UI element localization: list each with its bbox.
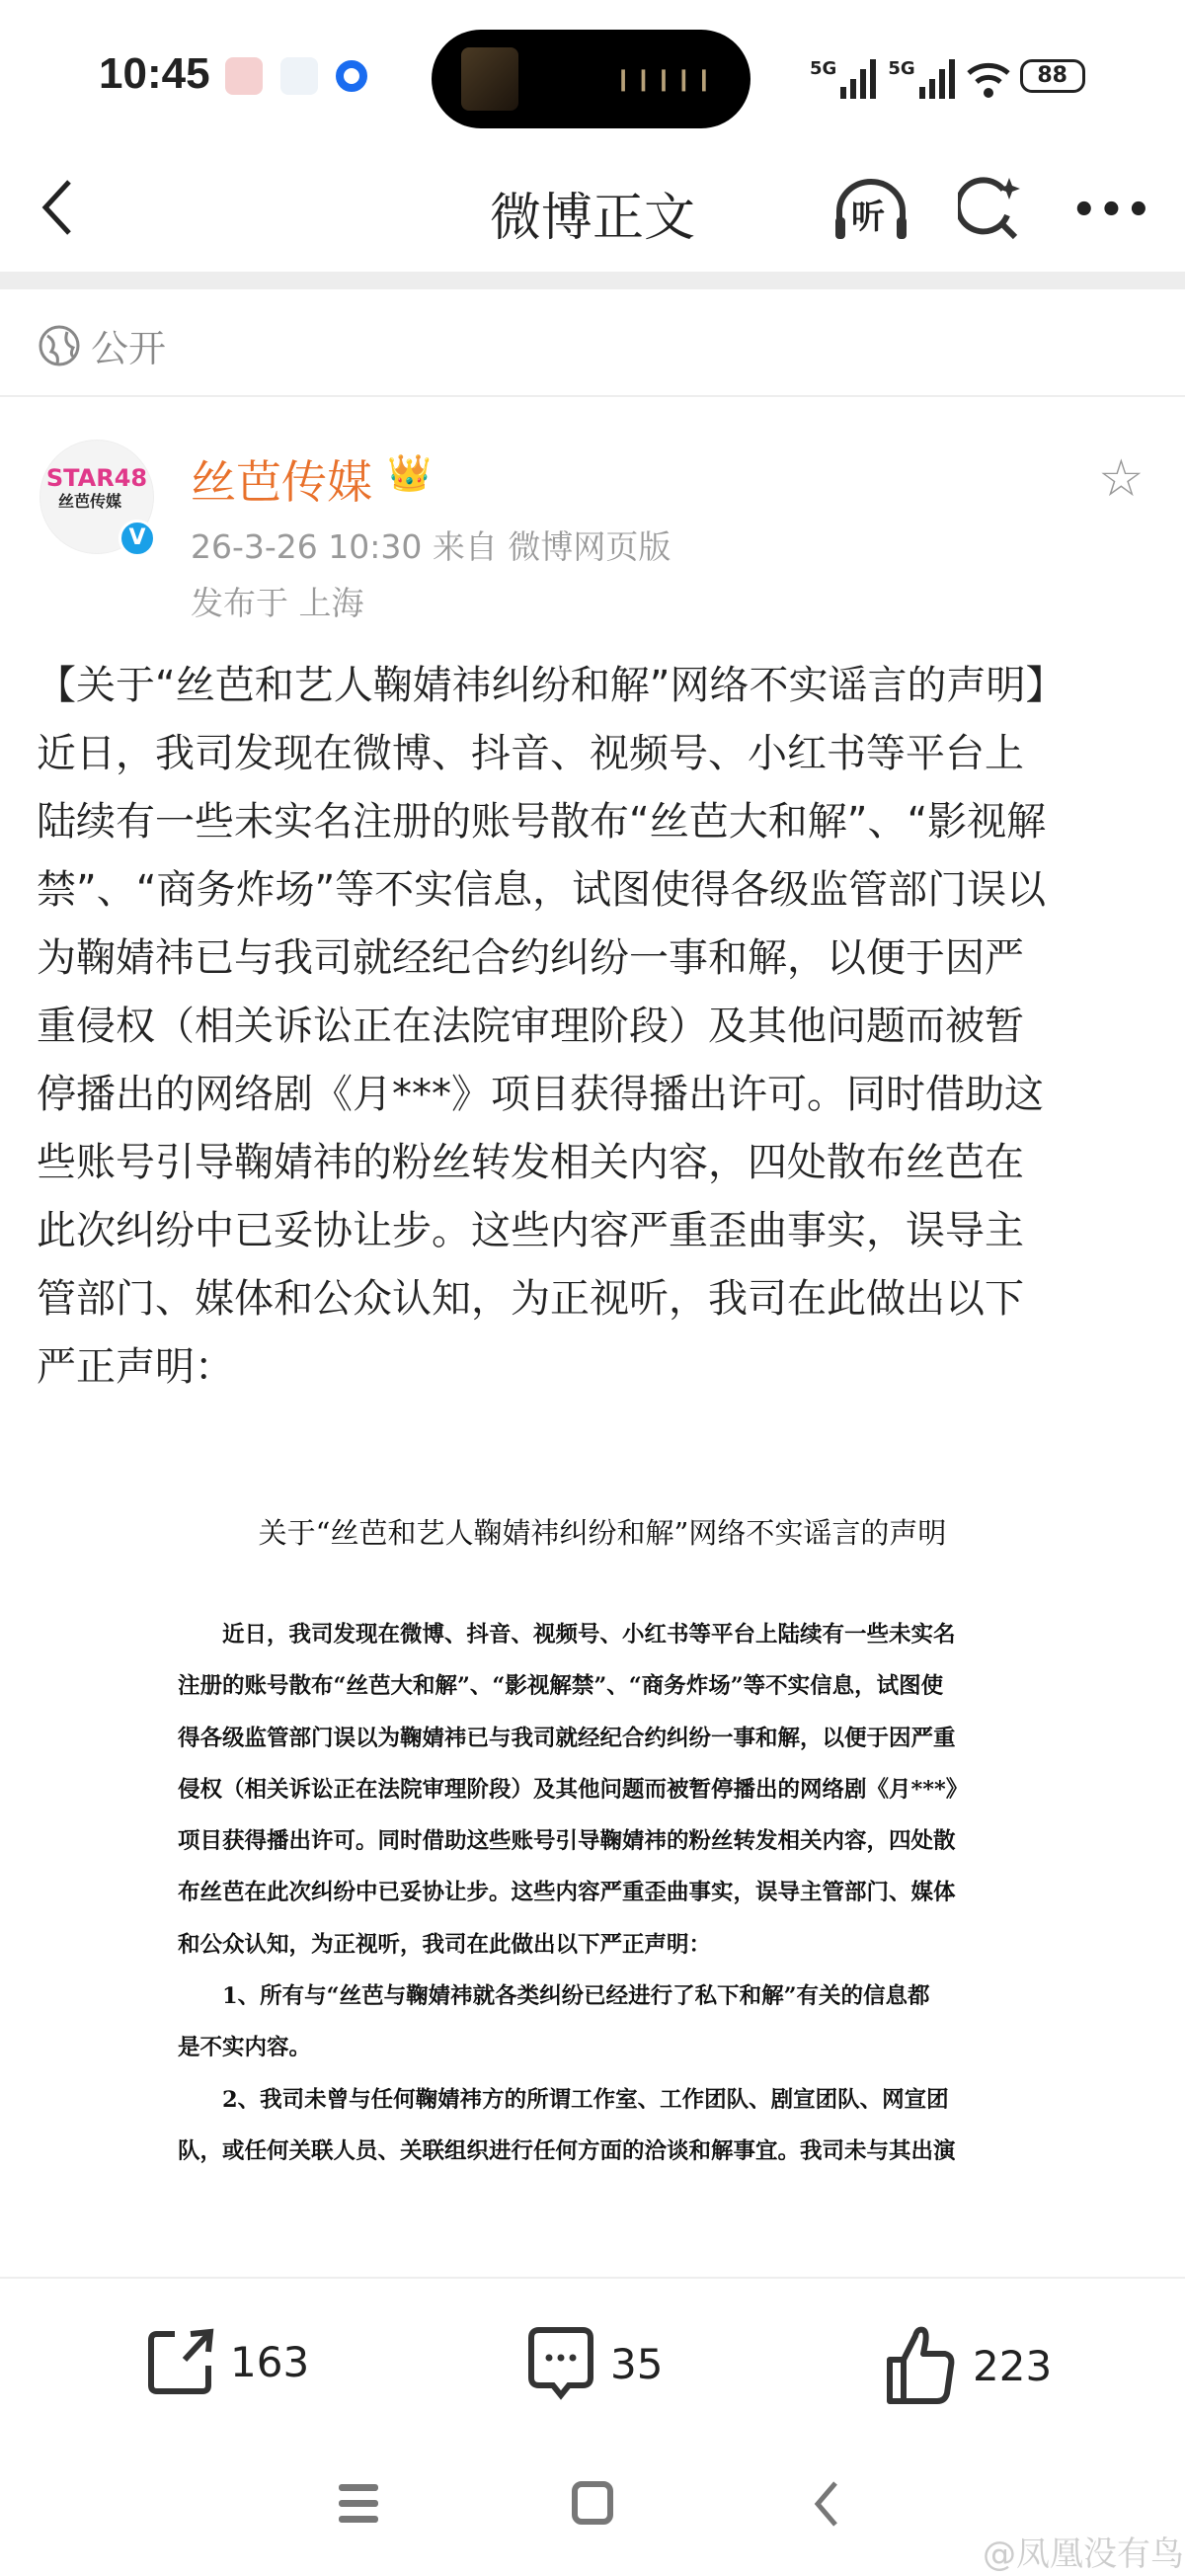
post-line: 为鞠婧祎已与我司就经纪合约纠纷一事和解，以便于因严 xyxy=(37,935,1024,981)
doc-title: 关于“丝芭和艺人鞠婧祎纠纷和解”网络不实谣言的声明 xyxy=(258,1516,947,1550)
page-title: 微博正文 xyxy=(489,189,695,248)
globe-icon xyxy=(38,324,81,367)
post-body xyxy=(37,652,1162,1402)
signal-icon: 5G xyxy=(888,59,956,99)
audio-wave-icon: ❙❙❙❙❙ xyxy=(613,67,715,92)
signal-bars-icon xyxy=(917,59,957,99)
avatar[interactable]: STAR48 丝芭传媒 xyxy=(40,440,154,554)
doc-line: 布丝芭在此次纠纷中已妥协让步。这些内容严重歪曲事实，误导主管部门、媒体 xyxy=(178,1880,956,1906)
doc-line: 注册的账号散布“丝芭大和解”、“影视解禁”、“商务炸场”等不实信息，试图使 xyxy=(178,1673,944,1700)
post-line: 近日，我司发现在微博、抖音、视频号、小红书等平台上 xyxy=(37,731,1024,776)
home-button[interactable] xyxy=(572,2481,613,2525)
media-thumbnail xyxy=(461,47,518,111)
ai-search-icon xyxy=(958,176,1023,241)
thumbs-up-icon xyxy=(884,2326,959,2405)
visibility-label: 公开 xyxy=(38,318,166,372)
repost-button[interactable]: 163 xyxy=(145,2326,309,2397)
post-location: 发布于 上海 xyxy=(191,584,364,622)
author-name[interactable]: 丝芭传媒 xyxy=(191,455,372,509)
comment-button[interactable]: 35 xyxy=(525,2326,663,2401)
wifi-icon xyxy=(967,59,1010,99)
search-button[interactable] xyxy=(958,176,1023,245)
post-line: 些账号引导鞠婧祎的粉丝转发相关内容，四处散布丝芭在 xyxy=(37,1140,1024,1185)
clock: 10:45 xyxy=(99,49,210,98)
statement-image[interactable] xyxy=(178,1511,1027,2177)
doc-line: 侵权（相关诉讼正在法院审理阶段）及其他问题而被暂停播出的网络剧《月***》 xyxy=(178,1776,969,1803)
doc-line: 近日，我司发现在微博、抖音、视频号、小红书等平台上陆续有一些未实名 xyxy=(178,1622,956,1648)
post-line: 重侵权（相关诉讼正在法院审理阶段）及其他问题而被暂 xyxy=(37,1004,1024,1049)
like-button[interactable]: 223 xyxy=(884,2326,1052,2405)
weibo-notification-icon xyxy=(225,57,263,95)
watermark: @凤凰没有鸟 xyxy=(983,2535,1184,2574)
listen-button[interactable]: 听 xyxy=(831,178,910,243)
post-line: 禁”、“商务炸场”等不实信息，试图使得各级监管部门误以 xyxy=(37,867,1047,913)
doc-line: 项目获得播出许可。同时借助这些账号引导鞠婧祎的粉丝转发相关内容，四处散 xyxy=(178,1828,956,1855)
verified-badge: V xyxy=(118,520,156,557)
system-indicators xyxy=(810,49,1085,99)
doc-line: 是不实内容。 xyxy=(178,2035,312,2061)
post-meta: 26-3-26 10:30 来自 微博网页版 xyxy=(191,527,672,566)
doc-line: 2、我司未曾与任何鞠婧祎方的所谓工作室、工作团队、剧宣团队、网宣团 xyxy=(178,2086,949,2113)
comment-icon xyxy=(525,2326,596,2401)
favorite-star-icon[interactable]: ☆ xyxy=(1098,449,1145,509)
post-line: 管部门、媒体和公众认知，为正视听，我司在此做出以下 xyxy=(37,1276,1024,1322)
section-divider xyxy=(0,272,1185,289)
battery-indicator: 88 xyxy=(1020,59,1085,93)
app-notification-icon xyxy=(336,60,367,92)
divider xyxy=(0,395,1185,397)
back-icon xyxy=(812,2479,841,2529)
more-options-button[interactable]: ••• xyxy=(1071,188,1153,233)
post-line: 停播出的网络剧《月***》项目获得播出许可。同时借助这 xyxy=(37,1072,1044,1117)
app-notification-icon xyxy=(280,57,318,95)
signal-bars-icon xyxy=(838,59,878,99)
doc-line: 1、所有与“丝芭与鞠婧祎就各类纠纷已经进行了私下和解”有关的信息都 xyxy=(178,1983,930,2010)
system-back-button[interactable] xyxy=(812,2479,841,2533)
doc-line: 得各级监管部门误以为鞠婧祎已与我司就经纪合约纠纷一事和解，以便于因严重 xyxy=(178,1725,956,1751)
post-line: 陆续有一些未实名注册的账号散布“丝芭大和解”、“影视解 xyxy=(37,799,1047,845)
share-icon xyxy=(145,2326,216,2397)
post-line: 此次纠纷中已妥协让步。这些内容严重歪曲事实，误导主 xyxy=(37,1208,1024,1253)
dynamic-island[interactable] xyxy=(432,30,750,128)
post-line: 严正声明： xyxy=(37,1344,234,1390)
status-bar xyxy=(0,0,1185,138)
doc-line: 和公众认知，为正视听，我司在此做出以下严正声明： xyxy=(178,1931,712,1958)
post-line: 【关于“丝芭和艺人鞠婧祎纠纷和解”网络不实谣言的声明】 xyxy=(37,663,1066,708)
signal-icon: 5G xyxy=(810,59,878,99)
recent-apps-button[interactable] xyxy=(339,2484,378,2523)
doc-line: 队，或任何关联人员、关联组织进行任何方面的洽谈和解事宜。我司未与其出演 xyxy=(178,2137,956,2164)
crown-badge-icon: 👑 xyxy=(387,453,432,494)
